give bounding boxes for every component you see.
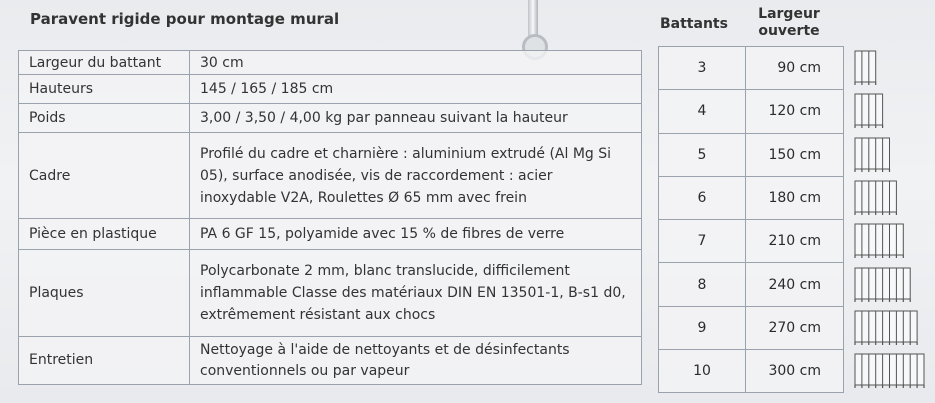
panel-count: 4	[659, 90, 746, 133]
table-row	[659, 306, 844, 349]
folding-screen-icon	[854, 50, 877, 86]
folding-screen-icon	[854, 180, 897, 216]
background-stand	[528, 0, 538, 38]
spec-label: Hauteurs	[19, 75, 190, 104]
panel-count: 9	[659, 306, 746, 349]
table-row	[659, 350, 844, 393]
folding-screen-icon	[854, 93, 884, 129]
table-row	[659, 90, 844, 133]
table-row	[659, 176, 844, 219]
table-row	[659, 220, 844, 263]
table-row	[659, 47, 844, 90]
widths-table	[658, 46, 844, 393]
open-width: 90 cm	[746, 47, 844, 90]
page-title: Paravent rigide pour montage mural	[30, 10, 340, 28]
spec-value: Polycarbonate 2 mm, blanc translucide, difficilement inflammable Classe des matériaux DIN EN 13501-1, B-s1 d0, extrêmement résistant aux chocs	[190, 250, 642, 337]
panel-count: 7	[659, 220, 746, 263]
folding-screen-icon	[854, 223, 904, 259]
specs-table	[18, 50, 642, 385]
panel-count: 8	[659, 263, 746, 306]
table-row	[19, 133, 642, 219]
spec-label: Poids	[19, 104, 190, 133]
spec-label: Pièce en plastique	[19, 219, 190, 250]
spec-value: 3,00 / 3,50 / 4,00 kg par panneau suivant la hauteur	[190, 104, 642, 133]
open-width: 150 cm	[746, 133, 844, 176]
open-width: 120 cm	[746, 90, 844, 133]
spec-value: 30 cm	[190, 51, 642, 75]
open-width: 210 cm	[746, 220, 844, 263]
header-largeur-ouverte: Largeur ouverte	[758, 6, 820, 39]
table-row	[19, 75, 642, 104]
open-width: 300 cm	[746, 350, 844, 393]
spec-label: Cadre	[19, 133, 190, 219]
spec-value: Profilé du cadre et charnière : aluminium extrudé (Al Mg Si 05), surface anodisée, vis de raccordement : acier inoxydable V2A, Roulettes Ø 65 mm avec frein	[190, 133, 642, 219]
table-row	[659, 263, 844, 306]
folding-screen-icon	[854, 353, 925, 389]
panel-count: 3	[659, 47, 746, 90]
header-battants: Battants	[660, 16, 728, 32]
table-row	[19, 104, 642, 133]
folding-screen-icon	[854, 310, 918, 346]
panel-count: 6	[659, 176, 746, 219]
table-row	[19, 337, 642, 385]
folding-screen-icon	[854, 137, 891, 173]
panel-count: 5	[659, 133, 746, 176]
open-width: 180 cm	[746, 176, 844, 219]
spec-value: Nettoyage à l'aide de nettoyants et de désinfectants conventionnels ou par vapeur	[190, 337, 642, 385]
spec-label: Plaques	[19, 250, 190, 337]
open-width: 240 cm	[746, 263, 844, 306]
spec-value: PA 6 GF 15, polyamide avec 15 % de fibres de verre	[190, 219, 642, 250]
spec-label: Entretien	[19, 337, 190, 385]
spec-label: Largeur du battant	[19, 51, 190, 75]
table-row	[19, 51, 642, 75]
table-row	[659, 133, 844, 176]
table-row	[19, 219, 642, 250]
panel-count: 10	[659, 350, 746, 393]
folding-screen-icon	[854, 267, 911, 303]
table-row	[19, 250, 642, 337]
spec-value: 145 / 165 / 185 cm	[190, 75, 642, 104]
open-width: 270 cm	[746, 306, 844, 349]
